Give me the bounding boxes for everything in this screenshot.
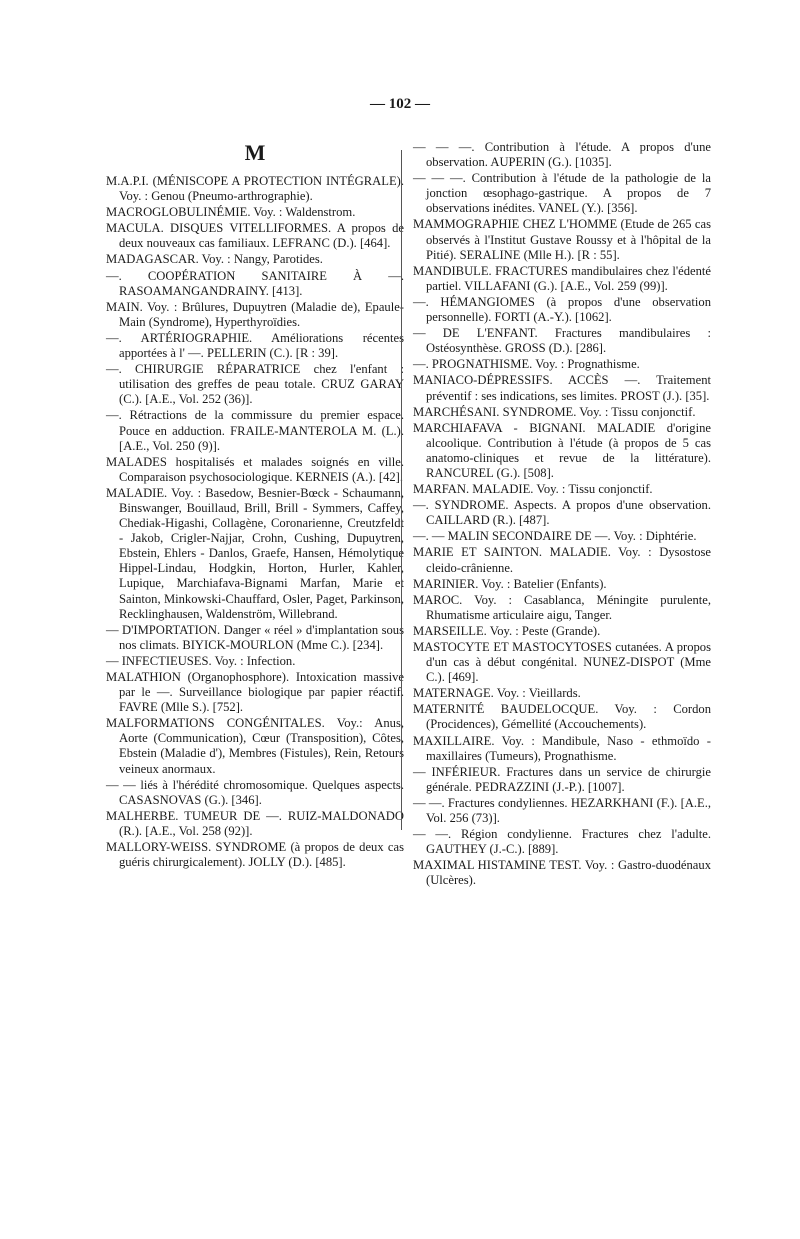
index-entry: — DE L'ENFANT. Fractures mandibulaires : Ostéosynthèse. GROSS (D.). [286]. <box>413 326 711 356</box>
index-entry: — — liés à l'hérédité chromosomique. Quelques aspects. CASASNOVAS (G.). [346]. <box>106 777 404 807</box>
index-entry: — —. Région condylienne. Fractures chez l'adulte. GAUTHEY (J.-C.). [889]. <box>413 827 711 857</box>
section-letter: M <box>244 140 266 165</box>
index-entry: MAIN. Voy. : Brûlures, Dupuytren (Maladie de), Epaule-Main (Syndrome), Hyperthyroïdies. <box>106 299 404 329</box>
index-entry: MARINIER. Voy. : Batelier (Enfants). <box>413 576 607 591</box>
index-entry: MALLORY-WEISS. SYNDROME (à propos de deux cas guéris chirurgicalement). JOLLY (D.). [485]. <box>106 840 404 870</box>
index-entry: —. HÉMANGIOMES (à propos d'une observation personnelle). FORTI (A.-Y.). [1062]. <box>413 294 711 325</box>
index-entry: — INFÉRIEUR. Fractures dans un service de chirurgie générale. PEDRAZZINI (J.-P.). [1007]. <box>413 764 711 794</box>
index-entry: MANDIBULE. FRACTURES mandibulaires chez l'édenté partiel. VILLAFANI (G.). [A.E., Vol. 259 (99)]. <box>413 263 711 293</box>
index-entry: — D'IMPORTATION. Danger « réel » d'implantation sous nos climats. BIYICK-MOURLON (Mme C.). [234]. <box>106 622 404 652</box>
index-entry: MALFORMATIONS CONGÉNITALES. Voy.: Anus, Aorte (Communication), Cœur (Transposition), Côtes, Ebstein (Maladie d'), Membres (Fistules), Rein, Retours veineux anormaux. <box>106 716 404 776</box>
index-entry: MARSEILLE. Voy. : Peste (Grande). <box>413 623 601 638</box>
index-entry: MACULA. DISQUES VITELLIFORMES. A propos de deux nouveaux cas familiaux. LEFRANC (D.). [464]. <box>106 221 404 251</box>
index-entry: MARIE ET SAINTON. MALADIE. Voy. : Dysostose cleido-crânienne. <box>413 545 711 575</box>
index-entry: —. PROGNATHISME. Voy. : Prognathisme. <box>413 357 640 372</box>
index-entry: MALATHION (Organophosphore). Intoxication massive par le —. Surveillance biologique par papier réactif. FAVRE (Mlle S.). [752]. <box>106 670 404 715</box>
index-entry: — INFECTIEUSES. Voy. : Infection. <box>106 653 296 668</box>
index-entry: — —. Fractures condyliennes. HEZARKHANI (F.). [A.E., Vol. 256 (73)]. <box>413 795 711 826</box>
index-entry: MAXILLAIRE. Voy. : Mandibule, Naso - ethmoïdo - maxillaires (Tumeurs), Prognathisme. <box>413 733 711 763</box>
column-divider <box>401 150 402 830</box>
index-entry: —. Rétractions de la commissure du premier espace. Pouce en adduction. FRAILE-MANTEROLA M. (L.). [A.E., Vol. 250 (9)]. <box>106 408 404 453</box>
index-entry: — — —. Contribution à l'étude de la pathologie de la jonction œsophago-gastrique. A propos de 7 observations inédites. VANEL (Y.). [356]. <box>413 171 711 216</box>
index-entry: M.A.P.I. (MÉNISCOPE A PROTECTION INTÉGRALE). Voy. : Genou (Pneumo-arthrographie). <box>106 174 404 204</box>
index-entry: MACROGLOBULINÉMIE. Voy. : Waldenstrom. <box>106 205 356 220</box>
index-entry: MATERNAGE. Voy. : Vieillards. <box>413 686 581 701</box>
index-entry: —. COOPÉRATION SANITAIRE À —. RASOAMANGANDRAINY. [413]. <box>106 268 404 298</box>
index-entry: —. — MALIN SECONDAIRE DE —. Voy. : Diphtérie. <box>413 529 697 544</box>
index-entry: MANIACO-DÉPRESSIFS. ACCÈS —. Traitement préventif : ses indications, ses limites. PROST (J.). [35]. <box>413 373 711 403</box>
index-entry: MALADIE. Voy. : Basedow, Besnier-Bœck - Schaumann, Binswanger, Bouillaud, Brill, Brill - Symmers, Caffey, Chediak-Higashi, Collagène, Coronarienne, Creutzfeldt - Jakob, Crigler-Najjar, Crohn, Cushing, Dupuytren, Ebstein, Ehlers - Danlos, Graefe, Hansen, Hémolytique Hippel-Lindau, Hodgkin, Horton, Hurler, Kahler, Lupique, Marchiafava-Bignami Marfan, Marie et Sainton, Minkowski-Chauffard, Osler, Paget, Parkinson, Recklinghausen, Waldenström, Willebrand. <box>106 485 404 621</box>
index-entry: MARFAN. MALADIE. Voy. : Tissu conjonctif. <box>413 482 653 497</box>
index-entry: MAMMOGRAPHIE CHEZ L'HOMME (Etude de 265 cas observés à l'Institut Gustave Roussy et à l'hôpital de la Pitié). SERALINE (Mlle H.). [R : 55]. <box>413 217 711 262</box>
index-entry: MATERNITÉ BAUDELOCQUE. Voy. : Cordon (Procidences), Gémellité (Accouchements). <box>413 702 711 732</box>
left-column <box>106 140 404 871</box>
index-entry: —. SYNDROME. Aspects. A propos d'une observation. CAILLARD (R.). [487]. <box>413 498 711 528</box>
index-entry: — — —. Contribution à l'étude. A propos d'une observation. AUPERIN (G.). [1035]. <box>413 140 711 170</box>
index-entry: MALADES hospitalisés et malades soignés en ville. Comparaison psychosociologique. KERNEIS (A.). [42]. <box>106 454 404 484</box>
right-entries <box>413 140 711 889</box>
index-entry: MASTOCYTE ET MASTOCYTOSES cutanées. A propos d'un cas à début congénital. NUNEZ-DISPOT (Mme C.). [469]. <box>413 640 711 685</box>
index-entry: MAXIMAL HISTAMINE TEST. Voy. : Gastro-duodénaux (Ulcères). <box>413 858 711 888</box>
right-column <box>413 140 711 890</box>
index-entry: MAROC. Voy. : Casablanca, Méningite purulente, Rhumatisme articulaire aigu, Tanger. <box>413 592 711 622</box>
index-entry: MADAGASCAR. Voy. : Nangy, Parotides. <box>106 252 323 267</box>
left-entries <box>106 174 404 870</box>
index-entry: MALHERBE. TUMEUR DE —. RUIZ-MALDONADO (R.). [A.E., Vol. 258 (92)]. <box>106 808 404 838</box>
index-entry: —. ARTÉRIOGRAPHIE. Améliorations récentes apportées à l' —. PELLERIN (C.). [R : 39]. <box>106 330 404 361</box>
index-entry: MARCHÉSANI. SYNDROME. Voy. : Tissu conjonctif. <box>413 404 696 419</box>
page-number: — 102 — <box>370 96 430 112</box>
index-entry: —. CHIRURGIE RÉPARATRICE chez l'enfant : utilisation des greffes de peau totale. CRUZ GARAY (C.). [A.E., Vol. 252 (36)]. <box>106 362 404 407</box>
index-entry: MARCHIAFAVA - BIGNANI. MALADIE d'origine alcoolique. Contribution à l'étude (à propos de 5 cas anatomo-cliniques et revue de la littérature). RANCUREL (G.). [508]. <box>413 420 711 480</box>
